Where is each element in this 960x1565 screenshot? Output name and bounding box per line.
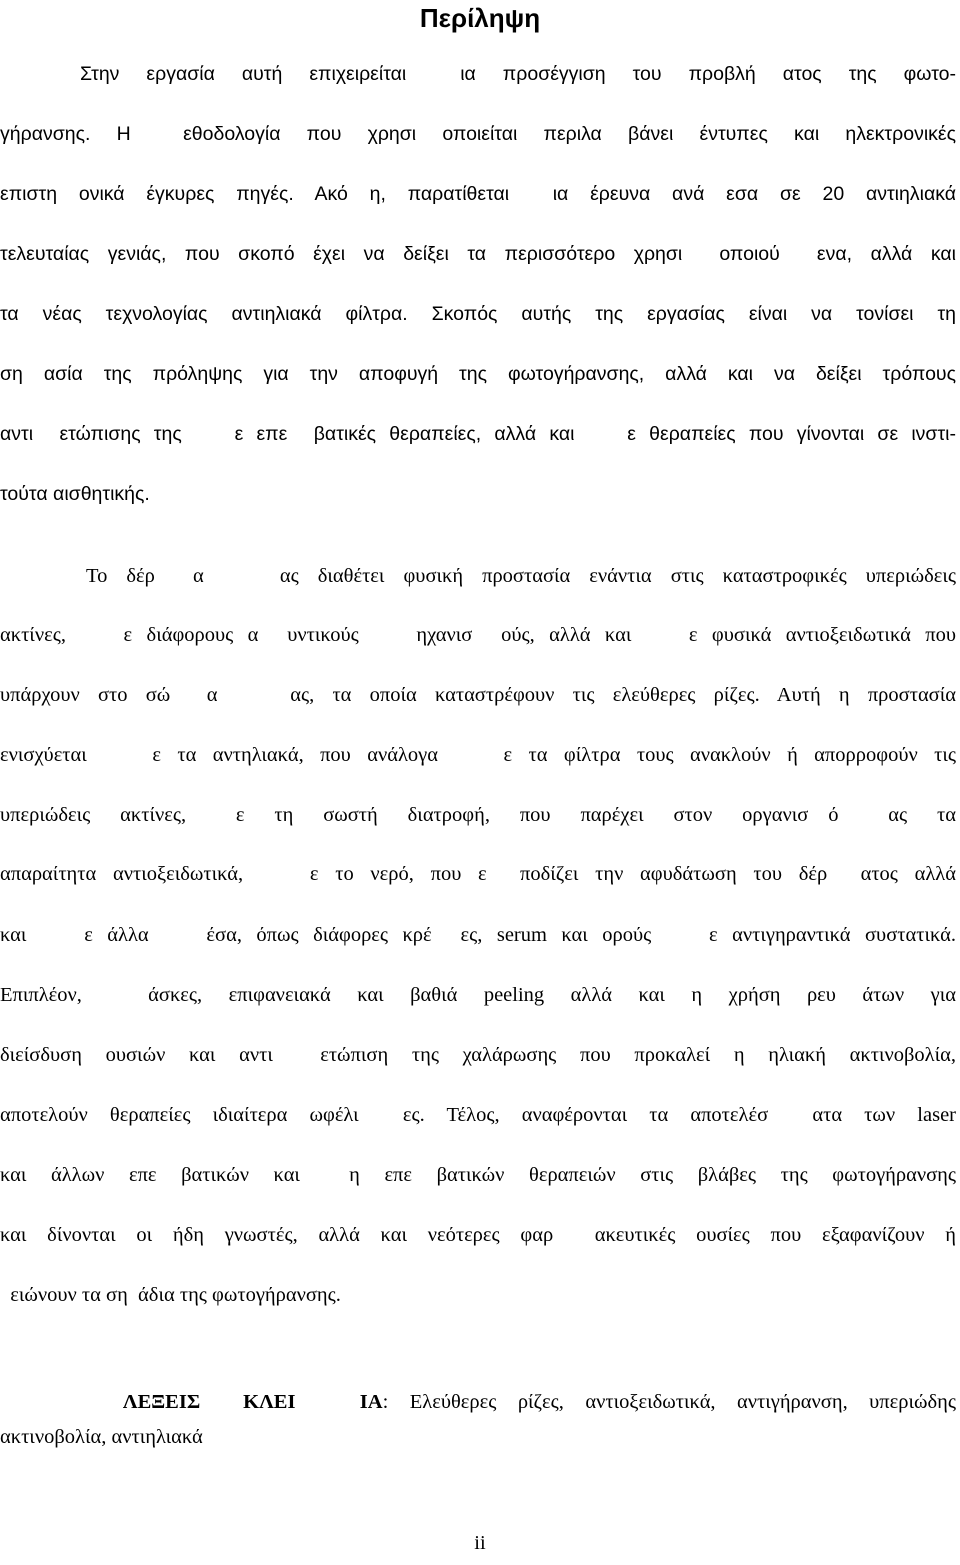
paragraph2-line-10: αποτελούν θεραπείες ιδιαίτερα ωφέλι ες. Τέλος, αναφέρονται τα αποτελέσ ατα των laser (0, 1104, 956, 1126)
paragraph1-line-7: αντι ετώπισης της ε επε βατικές θεραπείες, αλλά και ε θεραπείες που γίνονται σε ινστι- (0, 423, 956, 445)
paragraph2-line-8: Επιπλέον, άσκες, επιφανειακά και βαθιά peeling αλλά και η χρήση ρευ άτων για (0, 984, 956, 1006)
keywords-line-2: ακτινοβολία, αντιηλιακά (0, 1426, 203, 1448)
paragraph2-line-1: Το δέρ α ας διαθέτει φυσική προστασία ενάντια στις καταστροφικές υπεριώδεις (86, 565, 956, 587)
paragraph1-line-8: τούτα αισθητικής. (0, 483, 150, 505)
page-number: ii (474, 1532, 486, 1554)
paragraph2-line-12: και δίνονται οι ήδη γνωστές, αλλά και νεότερες φαρ ακευτικές ουσίες που εξαφανίζουν ή (0, 1224, 956, 1246)
paragraph2-line-11: και άλλων επε βατικών και η επε βατικών θεραπειών στις βλάβες της φωτογήρανσης (0, 1164, 956, 1186)
paragraph2-line-3: υπάρχουν στο σώ α ας, τα οποία καταστρέφουν τις ελεύθερες ρίζες. Αυτή η προστασία (0, 684, 956, 706)
keywords-text-1: Ελεύθερες ρίζες, αντιοξειδωτικά, αντιγήρανση, υπεριώδης (388, 1391, 956, 1413)
paragraph1-line-6: ση ασία της πρόληψης για την αποφυγή της φωτογήρανσης, αλλά και να δείξει τρόπους (0, 363, 956, 385)
keywords-colon: : (382, 1391, 389, 1413)
keywords-label: ΛΕΞΕΙΣ ΚΛΕΙ ΙΑ (122, 1391, 383, 1413)
keywords-line-1 (80, 1363, 956, 1413)
paragraph2-line-5: υπεριώδεις ακτίνες, ε τη σωστή διατροφή, που παρέχει στον οργανισ ό ας τα (0, 804, 956, 826)
paragraph1-line-5: τα νέας τεχνολογίας αντιηλιακά φίλτρα. Σκοπός αυτής της εργασίας είναι να τονίσει τη (0, 303, 956, 325)
paragraph1-line-1: Στην εργασία αυτή επιχειρείται ια προσέγγιση του προβλή ατος της φωτο- (80, 63, 956, 85)
paragraph2-line-7: και ε άλλα έσα, όπως διάφορες κρέ ες, serum και ορούς ε αντιγηραντικά συστατικά. (0, 924, 956, 946)
paragraph2-line-4: ενισχύεται ε τα αντηλιακά, που ανάλογα ε τα φίλτρα τους ανακλούν ή απορροφούν τις (0, 744, 956, 766)
page-title: Περίληψη (419, 3, 541, 33)
paragraph2-line-13: ειώνουν τα ση άδια της φωτογήρανσης. (0, 1284, 341, 1306)
paragraph1-line-4: τελευταίας γενιάς, που σκοπό έχει να δείξει τα περισσότερο χρησι οποιού ενα, αλλά και (0, 243, 956, 265)
paragraph1-line-3: επιστη ονικά έγκυρες πηγές. Ακό η, παρατίθεται ια έρευνα ανά εσα σε 20 αντιηλιακά (0, 183, 956, 205)
paragraph2-line-2: ακτίνες, ε διάφορους α υντικούς ηχανισ ούς, αλλά και ε φυσικά αντιοξειδωτικά που (0, 624, 956, 646)
paragraph2-line-9: διείσδυση ουσιών και αντι ετώπιση της χαλάρωσης που προκαλεί η ηλιακή ακτινοβολία, (0, 1044, 956, 1066)
paragraph2-line-6: απαραίτητα αντιοξειδωτικά, ε το νερό, που ε ποδίζει την αφυδάτωση του δέρ ατος αλλά (0, 863, 956, 885)
paragraph1-line-2: γήρανσης. Η εθοδολογία που χρησι οποιείται περιλα βάνει έντυπες και ηλεκτρονικές (0, 123, 956, 145)
